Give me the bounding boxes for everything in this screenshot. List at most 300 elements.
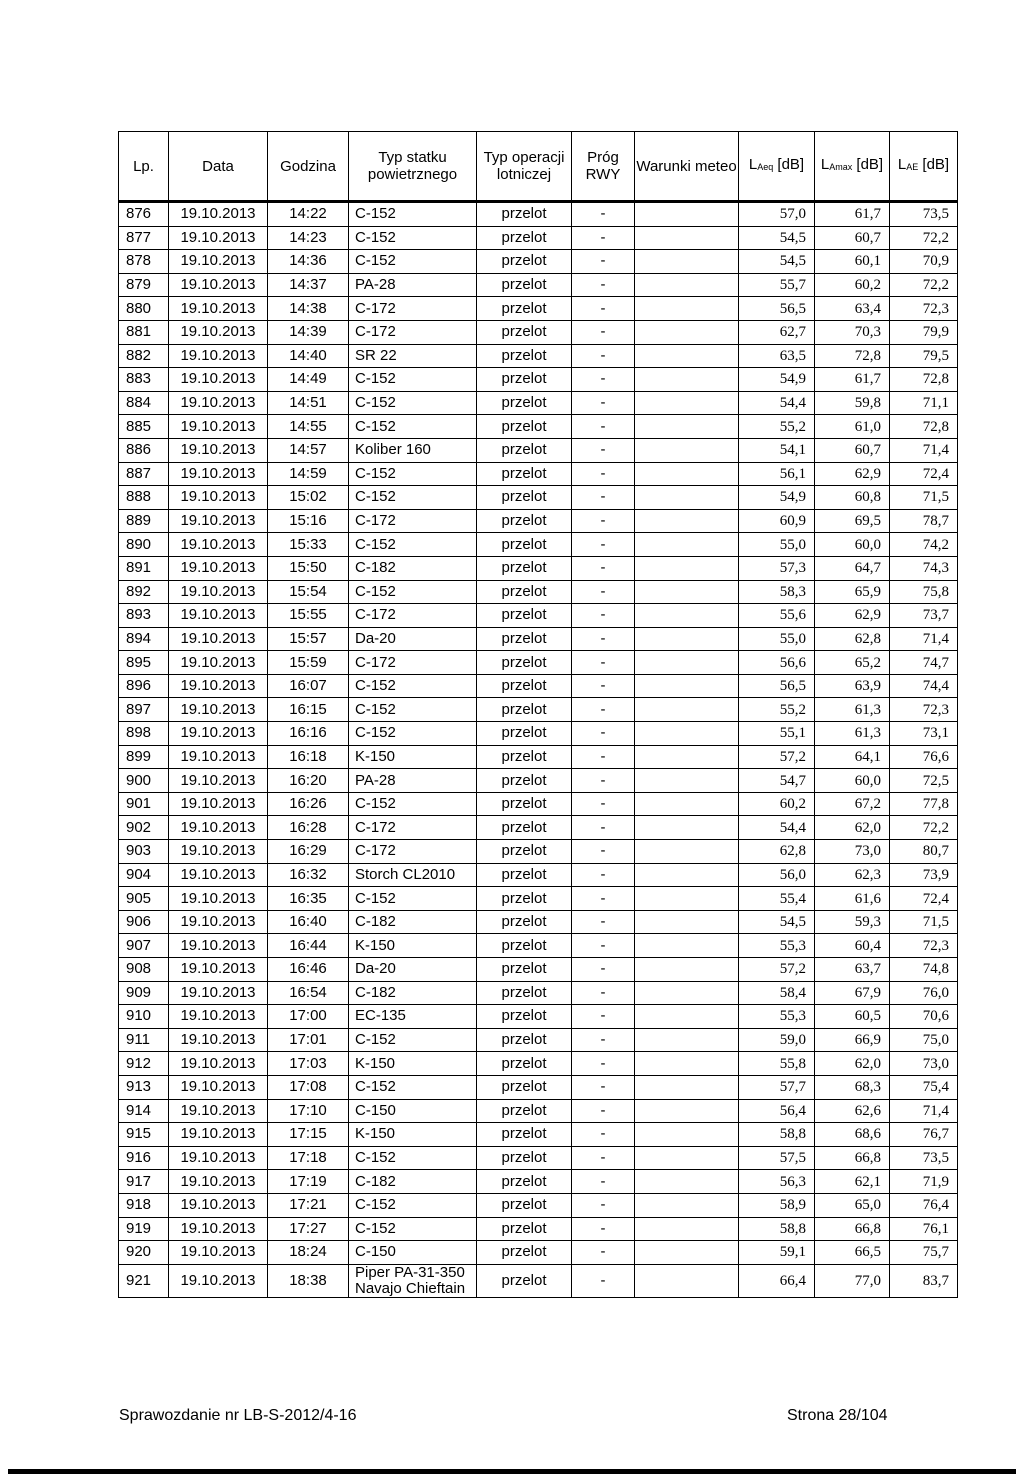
cell-time: 15:16 — [268, 509, 349, 533]
cell-laeq: 56,5 — [739, 674, 815, 698]
cell-laeq: 66,4 — [739, 1264, 815, 1297]
report-number: Sprawozdanie nr LB-S-2012/4-16 — [119, 1407, 357, 1424]
table-row — [119, 462, 958, 486]
cell-date: 19.10.2013 — [169, 556, 268, 580]
cell-laeq: 54,1 — [739, 438, 815, 462]
cell-lp: 912 — [119, 1052, 169, 1076]
cell-operation: przelot — [477, 1005, 572, 1029]
cell-threshold: - — [572, 202, 635, 227]
cell-lae: 77,8 — [890, 792, 958, 816]
cell-weather — [635, 816, 739, 840]
cell-date: 19.10.2013 — [169, 887, 268, 911]
cell-threshold: - — [572, 368, 635, 392]
cell-laeq: 63,5 — [739, 344, 815, 368]
cell-lp: 904 — [119, 863, 169, 887]
cell-threshold: - — [572, 533, 635, 557]
cell-lae: 75,0 — [890, 1028, 958, 1052]
table-row — [119, 1028, 958, 1052]
col-header-typ-statku: Typ statku powietrznego — [349, 132, 477, 202]
cell-date: 19.10.2013 — [169, 580, 268, 604]
cell-laeq: 54,7 — [739, 769, 815, 793]
table-row — [119, 368, 958, 392]
cell-weather — [635, 627, 739, 651]
cell-threshold: - — [572, 438, 635, 462]
cell-lp: 885 — [119, 415, 169, 439]
cell-time: 14:38 — [268, 297, 349, 321]
cell-time: 16:20 — [268, 769, 349, 793]
cell-aircraft: Piper PA-31-350 Navajo Chieftain — [349, 1264, 477, 1297]
cell-threshold: - — [572, 297, 635, 321]
cell-threshold: - — [572, 391, 635, 415]
cell-operation: przelot — [477, 462, 572, 486]
cell-weather — [635, 556, 739, 580]
table-row — [119, 486, 958, 510]
cell-lamax: 60,5 — [815, 1005, 890, 1029]
cell-time: 14:51 — [268, 391, 349, 415]
cell-aircraft: C-152 — [349, 226, 477, 250]
cell-lamax: 72,8 — [815, 344, 890, 368]
cell-laeq: 59,0 — [739, 1028, 815, 1052]
cell-lamax: 64,7 — [815, 556, 890, 580]
cell-time: 15:54 — [268, 580, 349, 604]
cell-date: 19.10.2013 — [169, 981, 268, 1005]
cell-weather — [635, 863, 739, 887]
cell-threshold: - — [572, 792, 635, 816]
table-row — [119, 1052, 958, 1076]
cell-aircraft: PA-28 — [349, 769, 477, 793]
cell-weather — [635, 462, 739, 486]
cell-lae: 73,7 — [890, 604, 958, 628]
cell-weather — [635, 887, 739, 911]
cell-weather — [635, 1123, 739, 1147]
cell-threshold: - — [572, 1028, 635, 1052]
cell-lamax: 60,7 — [815, 226, 890, 250]
table-row — [119, 1099, 958, 1123]
cell-laeq: 58,9 — [739, 1193, 815, 1217]
cell-lae: 73,5 — [890, 1146, 958, 1170]
cell-lp: 879 — [119, 273, 169, 297]
cell-laeq: 56,5 — [739, 297, 815, 321]
table-row — [119, 1241, 958, 1265]
cell-operation: przelot — [477, 320, 572, 344]
cell-threshold: - — [572, 1264, 635, 1297]
cell-weather — [635, 226, 739, 250]
cell-lae: 71,5 — [890, 486, 958, 510]
cell-lp: 899 — [119, 745, 169, 769]
footer-rule — [8, 1469, 1016, 1474]
cell-lamax: 65,9 — [815, 580, 890, 604]
cell-date: 19.10.2013 — [169, 533, 268, 557]
cell-weather — [635, 368, 739, 392]
cell-lp: 914 — [119, 1099, 169, 1123]
cell-laeq: 56,3 — [739, 1170, 815, 1194]
cell-weather — [635, 722, 739, 746]
cell-lamax: 68,3 — [815, 1075, 890, 1099]
cell-operation: przelot — [477, 1217, 572, 1241]
cell-laeq: 56,4 — [739, 1099, 815, 1123]
cell-date: 19.10.2013 — [169, 462, 268, 486]
cell-time: 14:39 — [268, 320, 349, 344]
cell-threshold: - — [572, 1146, 635, 1170]
cell-laeq: 56,0 — [739, 863, 815, 887]
cell-aircraft: C-152 — [349, 250, 477, 274]
cell-operation: przelot — [477, 910, 572, 934]
cell-aircraft: C-152 — [349, 202, 477, 227]
cell-lp: 884 — [119, 391, 169, 415]
cell-threshold: - — [572, 509, 635, 533]
table-row — [119, 1193, 958, 1217]
cell-lamax: 62,0 — [815, 816, 890, 840]
cell-time: 14:22 — [268, 202, 349, 227]
cell-laeq: 62,8 — [739, 840, 815, 864]
cell-date: 19.10.2013 — [169, 651, 268, 675]
cell-operation: przelot — [477, 556, 572, 580]
cell-lamax: 62,9 — [815, 462, 890, 486]
cell-aircraft: C-152 — [349, 368, 477, 392]
cell-lp: 896 — [119, 674, 169, 698]
cell-lamax: 61,6 — [815, 887, 890, 911]
table-row — [119, 344, 958, 368]
cell-weather — [635, 1241, 739, 1265]
cell-threshold: - — [572, 344, 635, 368]
cell-weather — [635, 391, 739, 415]
cell-operation: przelot — [477, 863, 572, 887]
cell-lp: 895 — [119, 651, 169, 675]
cell-lae: 73,5 — [890, 202, 958, 227]
cell-lamax: 62,1 — [815, 1170, 890, 1194]
cell-date: 19.10.2013 — [169, 1264, 268, 1297]
cell-lamax: 66,8 — [815, 1146, 890, 1170]
cell-lamax: 62,3 — [815, 863, 890, 887]
cell-lp: 918 — [119, 1193, 169, 1217]
cell-lamax: 66,5 — [815, 1241, 890, 1265]
cell-date: 19.10.2013 — [169, 415, 268, 439]
table-row — [119, 816, 958, 840]
cell-lp: 917 — [119, 1170, 169, 1194]
cell-laeq: 62,7 — [739, 320, 815, 344]
cell-laeq: 56,1 — [739, 462, 815, 486]
cell-lp: 897 — [119, 698, 169, 722]
cell-lamax: 62,9 — [815, 604, 890, 628]
cell-operation: przelot — [477, 1028, 572, 1052]
table-row — [119, 533, 958, 557]
cell-threshold: - — [572, 627, 635, 651]
cell-lamax: 68,6 — [815, 1123, 890, 1147]
cell-threshold: - — [572, 320, 635, 344]
cell-weather — [635, 297, 739, 321]
cell-lp: 903 — [119, 840, 169, 864]
cell-laeq: 57,5 — [739, 1146, 815, 1170]
cell-weather — [635, 958, 739, 982]
cell-lae: 73,0 — [890, 1052, 958, 1076]
cell-weather — [635, 580, 739, 604]
cell-weather — [635, 1075, 739, 1099]
cell-aircraft: Da-20 — [349, 627, 477, 651]
cell-date: 19.10.2013 — [169, 250, 268, 274]
cell-operation: przelot — [477, 391, 572, 415]
cell-lamax: 66,8 — [815, 1217, 890, 1241]
cell-threshold: - — [572, 415, 635, 439]
cell-threshold: - — [572, 604, 635, 628]
table-row — [119, 250, 958, 274]
cell-time: 15:02 — [268, 486, 349, 510]
cell-lae: 75,8 — [890, 580, 958, 604]
table-row — [119, 226, 958, 250]
cell-date: 19.10.2013 — [169, 1028, 268, 1052]
cell-time: 17:19 — [268, 1170, 349, 1194]
cell-aircraft: PA-28 — [349, 273, 477, 297]
cell-lamax: 60,2 — [815, 273, 890, 297]
cell-lp: 921 — [119, 1264, 169, 1297]
cell-lae: 72,2 — [890, 226, 958, 250]
cell-weather — [635, 320, 739, 344]
cell-operation: przelot — [477, 792, 572, 816]
cell-time: 16:28 — [268, 816, 349, 840]
cell-threshold: - — [572, 698, 635, 722]
cell-lp: 913 — [119, 1075, 169, 1099]
cell-lamax: 65,2 — [815, 651, 890, 675]
cell-laeq: 57,7 — [739, 1075, 815, 1099]
cell-lamax: 60,4 — [815, 934, 890, 958]
cell-operation: przelot — [477, 580, 572, 604]
cell-time: 16:40 — [268, 910, 349, 934]
cell-lp: 902 — [119, 816, 169, 840]
cell-lp: 876 — [119, 202, 169, 227]
cell-threshold: - — [572, 934, 635, 958]
cell-lp: 916 — [119, 1146, 169, 1170]
cell-aircraft: C-152 — [349, 415, 477, 439]
cell-laeq: 54,5 — [739, 910, 815, 934]
table-row — [119, 722, 958, 746]
table-row — [119, 320, 958, 344]
cell-threshold: - — [572, 1217, 635, 1241]
cell-aircraft: C-152 — [349, 391, 477, 415]
cell-operation: przelot — [477, 509, 572, 533]
cell-operation: przelot — [477, 745, 572, 769]
table-row — [119, 580, 958, 604]
cell-aircraft: C-150 — [349, 1099, 477, 1123]
cell-operation: przelot — [477, 1075, 572, 1099]
cell-lae: 76,6 — [890, 745, 958, 769]
cell-lae: 72,3 — [890, 297, 958, 321]
cell-aircraft: Storch CL2010 — [349, 863, 477, 887]
cell-date: 19.10.2013 — [169, 958, 268, 982]
cell-lamax: 62,0 — [815, 1052, 890, 1076]
cell-threshold: - — [572, 1241, 635, 1265]
cell-lp: 878 — [119, 250, 169, 274]
table-row — [119, 910, 958, 934]
table-row — [119, 981, 958, 1005]
cell-weather — [635, 1193, 739, 1217]
cell-weather — [635, 486, 739, 510]
cell-threshold: - — [572, 1170, 635, 1194]
cell-weather — [635, 1146, 739, 1170]
col-header-data: Data — [169, 132, 268, 202]
cell-lae: 80,7 — [890, 840, 958, 864]
cell-laeq: 55,3 — [739, 1005, 815, 1029]
cell-date: 19.10.2013 — [169, 273, 268, 297]
cell-date: 19.10.2013 — [169, 627, 268, 651]
cell-lae: 72,4 — [890, 887, 958, 911]
cell-aircraft: C-150 — [349, 1241, 477, 1265]
cell-time: 17:18 — [268, 1146, 349, 1170]
cell-aircraft: C-172 — [349, 509, 477, 533]
cell-lp: 908 — [119, 958, 169, 982]
table-row — [119, 651, 958, 675]
cell-aircraft: K-150 — [349, 1052, 477, 1076]
cell-threshold: - — [572, 887, 635, 911]
cell-time: 14:36 — [268, 250, 349, 274]
cell-weather — [635, 250, 739, 274]
table-row — [119, 604, 958, 628]
cell-threshold: - — [572, 1052, 635, 1076]
cell-lae: 71,4 — [890, 627, 958, 651]
cell-aircraft: C-172 — [349, 297, 477, 321]
cell-aircraft: C-172 — [349, 604, 477, 628]
cell-date: 19.10.2013 — [169, 840, 268, 864]
cell-aircraft: C-152 — [349, 1217, 477, 1241]
cell-lae: 72,3 — [890, 934, 958, 958]
cell-aircraft: C-152 — [349, 462, 477, 486]
cell-date: 19.10.2013 — [169, 1217, 268, 1241]
cell-laeq: 54,9 — [739, 486, 815, 510]
cell-operation: przelot — [477, 627, 572, 651]
cell-time: 15:59 — [268, 651, 349, 675]
cell-lae: 71,4 — [890, 1099, 958, 1123]
cell-operation: przelot — [477, 202, 572, 227]
table-row — [119, 1123, 958, 1147]
cell-lae: 74,3 — [890, 556, 958, 580]
cell-threshold: - — [572, 462, 635, 486]
cell-lae: 74,4 — [890, 674, 958, 698]
cell-lae: 76,0 — [890, 981, 958, 1005]
table-row — [119, 840, 958, 864]
cell-lae: 76,7 — [890, 1123, 958, 1147]
table-row — [119, 627, 958, 651]
cell-time: 16:07 — [268, 674, 349, 698]
cell-lae: 71,4 — [890, 438, 958, 462]
table-row — [119, 769, 958, 793]
cell-operation: przelot — [477, 250, 572, 274]
cell-threshold: - — [572, 273, 635, 297]
cell-lae: 74,7 — [890, 651, 958, 675]
cell-aircraft: C-172 — [349, 840, 477, 864]
cell-weather — [635, 981, 739, 1005]
cell-time: 16:16 — [268, 722, 349, 746]
cell-weather — [635, 415, 739, 439]
lae-unit: [dB] — [922, 156, 950, 173]
cell-weather — [635, 698, 739, 722]
cell-time: 14:59 — [268, 462, 349, 486]
cell-weather — [635, 934, 739, 958]
cell-laeq: 55,4 — [739, 887, 815, 911]
cell-laeq: 54,9 — [739, 368, 815, 392]
cell-time: 17:03 — [268, 1052, 349, 1076]
col-header-typ-operacji: Typ operacji lotniczej — [477, 132, 572, 202]
cell-time: 18:38 — [268, 1264, 349, 1297]
cell-lae: 72,4 — [890, 462, 958, 486]
cell-lp: 893 — [119, 604, 169, 628]
cell-threshold: - — [572, 840, 635, 864]
cell-aircraft: C-152 — [349, 887, 477, 911]
table-row — [119, 1170, 958, 1194]
cell-weather — [635, 792, 739, 816]
cell-lamax: 65,0 — [815, 1193, 890, 1217]
cell-lp: 920 — [119, 1241, 169, 1265]
cell-date: 19.10.2013 — [169, 1123, 268, 1147]
cell-aircraft: C-152 — [349, 1193, 477, 1217]
cell-weather — [635, 1099, 739, 1123]
cell-date: 19.10.2013 — [169, 745, 268, 769]
table-row — [119, 297, 958, 321]
cell-aircraft: C-152 — [349, 1075, 477, 1099]
cell-time: 14:23 — [268, 226, 349, 250]
cell-lae: 83,7 — [890, 1264, 958, 1297]
cell-weather — [635, 533, 739, 557]
col-header-lae: $L_{AE}$ [dB] — [890, 132, 958, 202]
cell-threshold: - — [572, 580, 635, 604]
table-row — [119, 698, 958, 722]
cell-lae: 70,9 — [890, 250, 958, 274]
cell-aircraft: C-152 — [349, 698, 477, 722]
cell-time: 16:32 — [268, 863, 349, 887]
cell-laeq: 57,0 — [739, 202, 815, 227]
cell-lae: 75,4 — [890, 1075, 958, 1099]
table-row — [119, 1075, 958, 1099]
cell-lae: 70,6 — [890, 1005, 958, 1029]
cell-date: 19.10.2013 — [169, 816, 268, 840]
cell-threshold: - — [572, 910, 635, 934]
cell-operation: przelot — [477, 415, 572, 439]
cell-threshold: - — [572, 486, 635, 510]
col-header-warunki: Warunki meteo — [635, 132, 739, 202]
cell-date: 19.10.2013 — [169, 1146, 268, 1170]
cell-operation: przelot — [477, 273, 572, 297]
cell-time: 17:21 — [268, 1193, 349, 1217]
cell-lae: 73,9 — [890, 863, 958, 887]
cell-aircraft: K-150 — [349, 934, 477, 958]
cell-threshold: - — [572, 863, 635, 887]
cell-weather — [635, 604, 739, 628]
cell-operation: przelot — [477, 438, 572, 462]
cell-lp: 877 — [119, 226, 169, 250]
cell-operation: przelot — [477, 722, 572, 746]
cell-operation: przelot — [477, 486, 572, 510]
cell-threshold: - — [572, 250, 635, 274]
cell-lamax: 69,5 — [815, 509, 890, 533]
cell-time: 16:54 — [268, 981, 349, 1005]
cell-lamax: 61,7 — [815, 202, 890, 227]
cell-lamax: 63,7 — [815, 958, 890, 982]
cell-laeq: 55,8 — [739, 1052, 815, 1076]
cell-laeq: 57,3 — [739, 556, 815, 580]
cell-laeq: 59,1 — [739, 1241, 815, 1265]
table-row — [119, 863, 958, 887]
cell-weather — [635, 674, 739, 698]
col-header-lamax: $L_{Amax}$ [dB] — [815, 132, 890, 202]
laeq-unit: [dB] — [777, 156, 805, 173]
cell-date: 19.10.2013 — [169, 722, 268, 746]
table-row — [119, 674, 958, 698]
header-row — [119, 132, 958, 202]
cell-lp: 900 — [119, 769, 169, 793]
cell-weather — [635, 202, 739, 227]
cell-aircraft: C-152 — [349, 792, 477, 816]
table-row — [119, 273, 958, 297]
cell-threshold: - — [572, 745, 635, 769]
cell-time: 16:46 — [268, 958, 349, 982]
table-row — [119, 792, 958, 816]
